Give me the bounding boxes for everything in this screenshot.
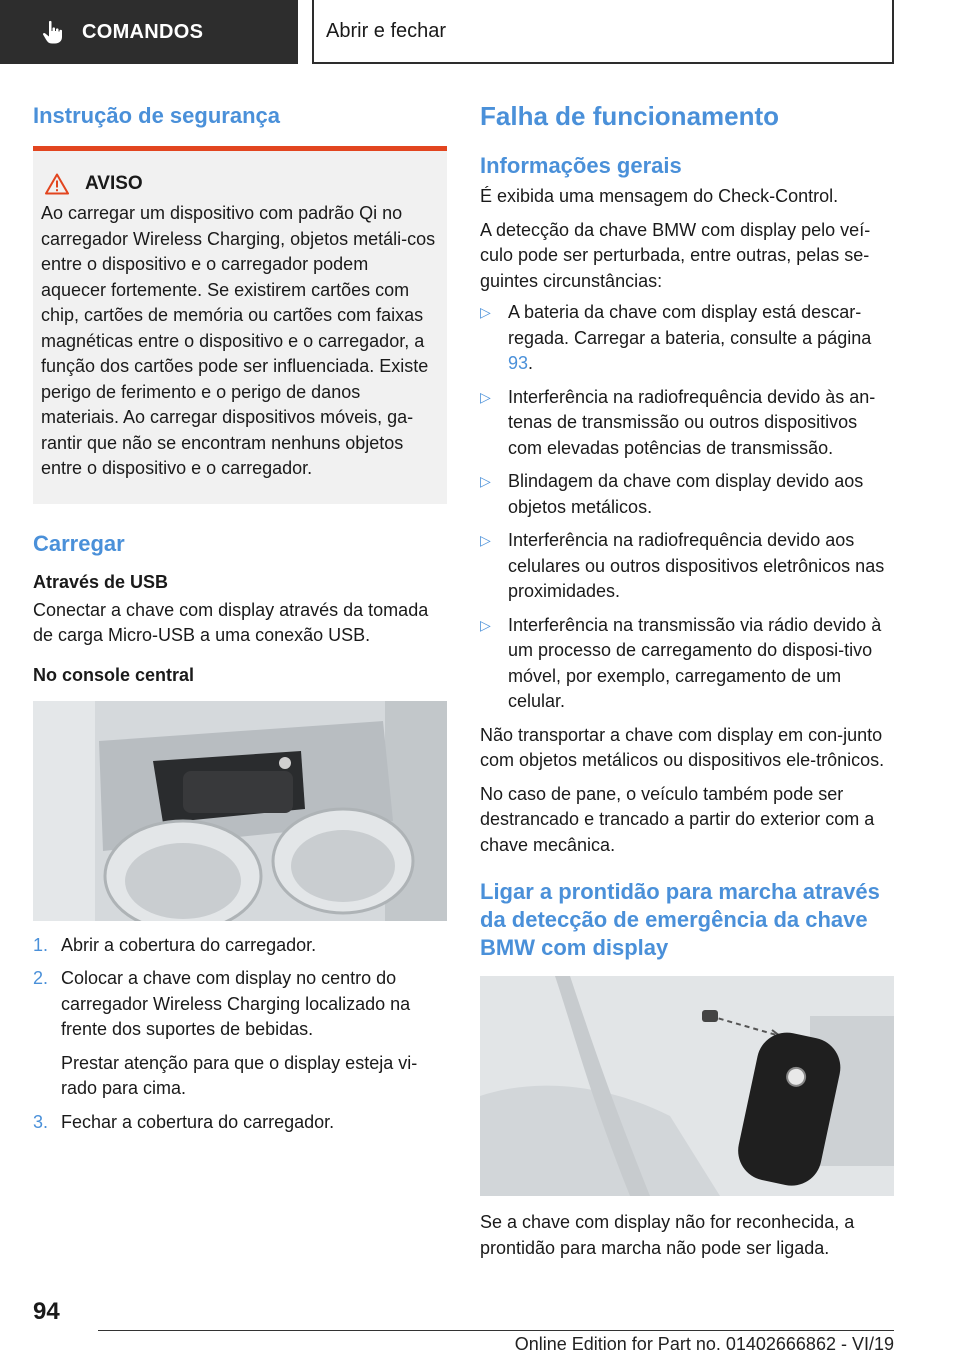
list-item: ▷ Interferência na radiofrequência devido aos celulares ou outros dispositivos eletrônicos nas proximidades. — [480, 530, 885, 601]
emergency-heading: Ligar a prontidão para marcha através da detecção de emergência da chave BMW com display — [480, 879, 880, 960]
page-link[interactable]: 93 — [508, 353, 529, 373]
charge-heading: Carregar — [33, 530, 125, 556]
list-item: ▷ Interferência na transmissão via rádio devido à um processo de carregamento do disposi-tivo móvel, por exemplo, carregamento de um celular. — [480, 614, 882, 711]
header-chapter-box — [312, 0, 894, 64]
note-metal-objects: Não transportar a chave com display em con-junto com objetos metálicos ou dispositivos ele-trônicos. — [480, 724, 885, 770]
usb-text: Conectar a chave com display através da tomada de carga Micro-USB a uma conexão USB. — [33, 599, 429, 645]
left-column — [33, 100, 447, 1143]
list-item: 3. Fechar a cobertura do carregador. — [33, 1111, 335, 1132]
header-section-tab — [0, 0, 298, 64]
key-emergency-illustration — [480, 976, 894, 1196]
usb-heading: Através de USB — [33, 571, 169, 592]
page-number: 94 — [33, 1298, 60, 1325]
general-heading: Informações gerais — [480, 153, 682, 178]
list-item: 2. Colocar a chave com display no centro do carregador Wireless Charging localizado na frente dos suportes de bebidas. — [33, 968, 411, 1039]
header-section-label: COMANDOS — [82, 20, 204, 43]
console-charger-photo — [33, 701, 447, 921]
charge-steps-list — [33, 933, 447, 1043]
warning-title-text: AVISO — [85, 173, 143, 194]
list-item: ▷ Blindagem da chave com display devido aos objetos metálicos. — [480, 471, 864, 517]
warning-title — [41, 173, 437, 195]
charge-steps-list-cont — [33, 1110, 447, 1136]
intro-circumstances: A detecção da chave BMW com display pelo veí-culo pode ser perturbada, entre outras, pelas se-guintes circunstâncias: — [480, 219, 871, 291]
list-item: ▷ Interferência na radiofrequência devido às an-tenas de transmissão ou outros dispositivos com elevadas potências de transmissão. — [480, 386, 876, 458]
emergency-text: Se a chave com display não for reconhecida, a prontidão para marcha não pode ser ligada. — [480, 1212, 855, 1258]
footer-edition: Online Edition for Part no. 01402666862 - VI/19 — [514, 1334, 894, 1354]
list-item: ▷ A bateria da chave com display está descar-regada. Carregar a bateria, consulte a página 93. — [480, 302, 872, 373]
step2-note: Prestar atenção para que o display esteja vi-rado para cima. — [61, 1052, 418, 1098]
footer-divider — [98, 1330, 894, 1331]
warning-box — [33, 146, 447, 504]
key-emergency-photo — [480, 976, 894, 1196]
malfunction-heading: Falha de funcionamento — [480, 101, 780, 131]
warning-triangle-icon — [45, 173, 69, 195]
note-mechanical-key: No caso de pane, o veículo também pode ser destrancado e trancado a partir do exterior com a chave mecânica. — [480, 783, 875, 855]
list-item: 1. Abrir a cobertura do carregador. — [33, 934, 317, 955]
right-column — [480, 100, 894, 1261]
warning-text: Ao carregar um dispositivo com padrão Qi no carregador Wireless Charging, objetos metáli-cos entre o dispositivo e o carregador podem aquecer fortemente. Se existirem cartões com chip, cartões de memória ou cartões com faixas magnéticas entre o dispositivo e o carregador, a função dos cartões pode ser influenciada. Existe perigo de ferimento e o perigo de danos materiais. Ao carregar dispositivos móveis, ga-rantir que não se encontram nenhuns objetos entre o dispositivo e o carregador. — [41, 203, 436, 478]
hand-pointer-icon — [40, 19, 66, 45]
console-charger-illustration — [33, 701, 447, 921]
safety-heading: Instrução de segurança — [33, 103, 280, 128]
header-chapter-label: Abrir e fechar — [326, 19, 447, 42]
circumstances-list — [480, 300, 894, 715]
intro-check-control: É exibida uma mensagem do Check-Control. — [480, 186, 839, 206]
console-heading: No console central — [33, 664, 195, 685]
